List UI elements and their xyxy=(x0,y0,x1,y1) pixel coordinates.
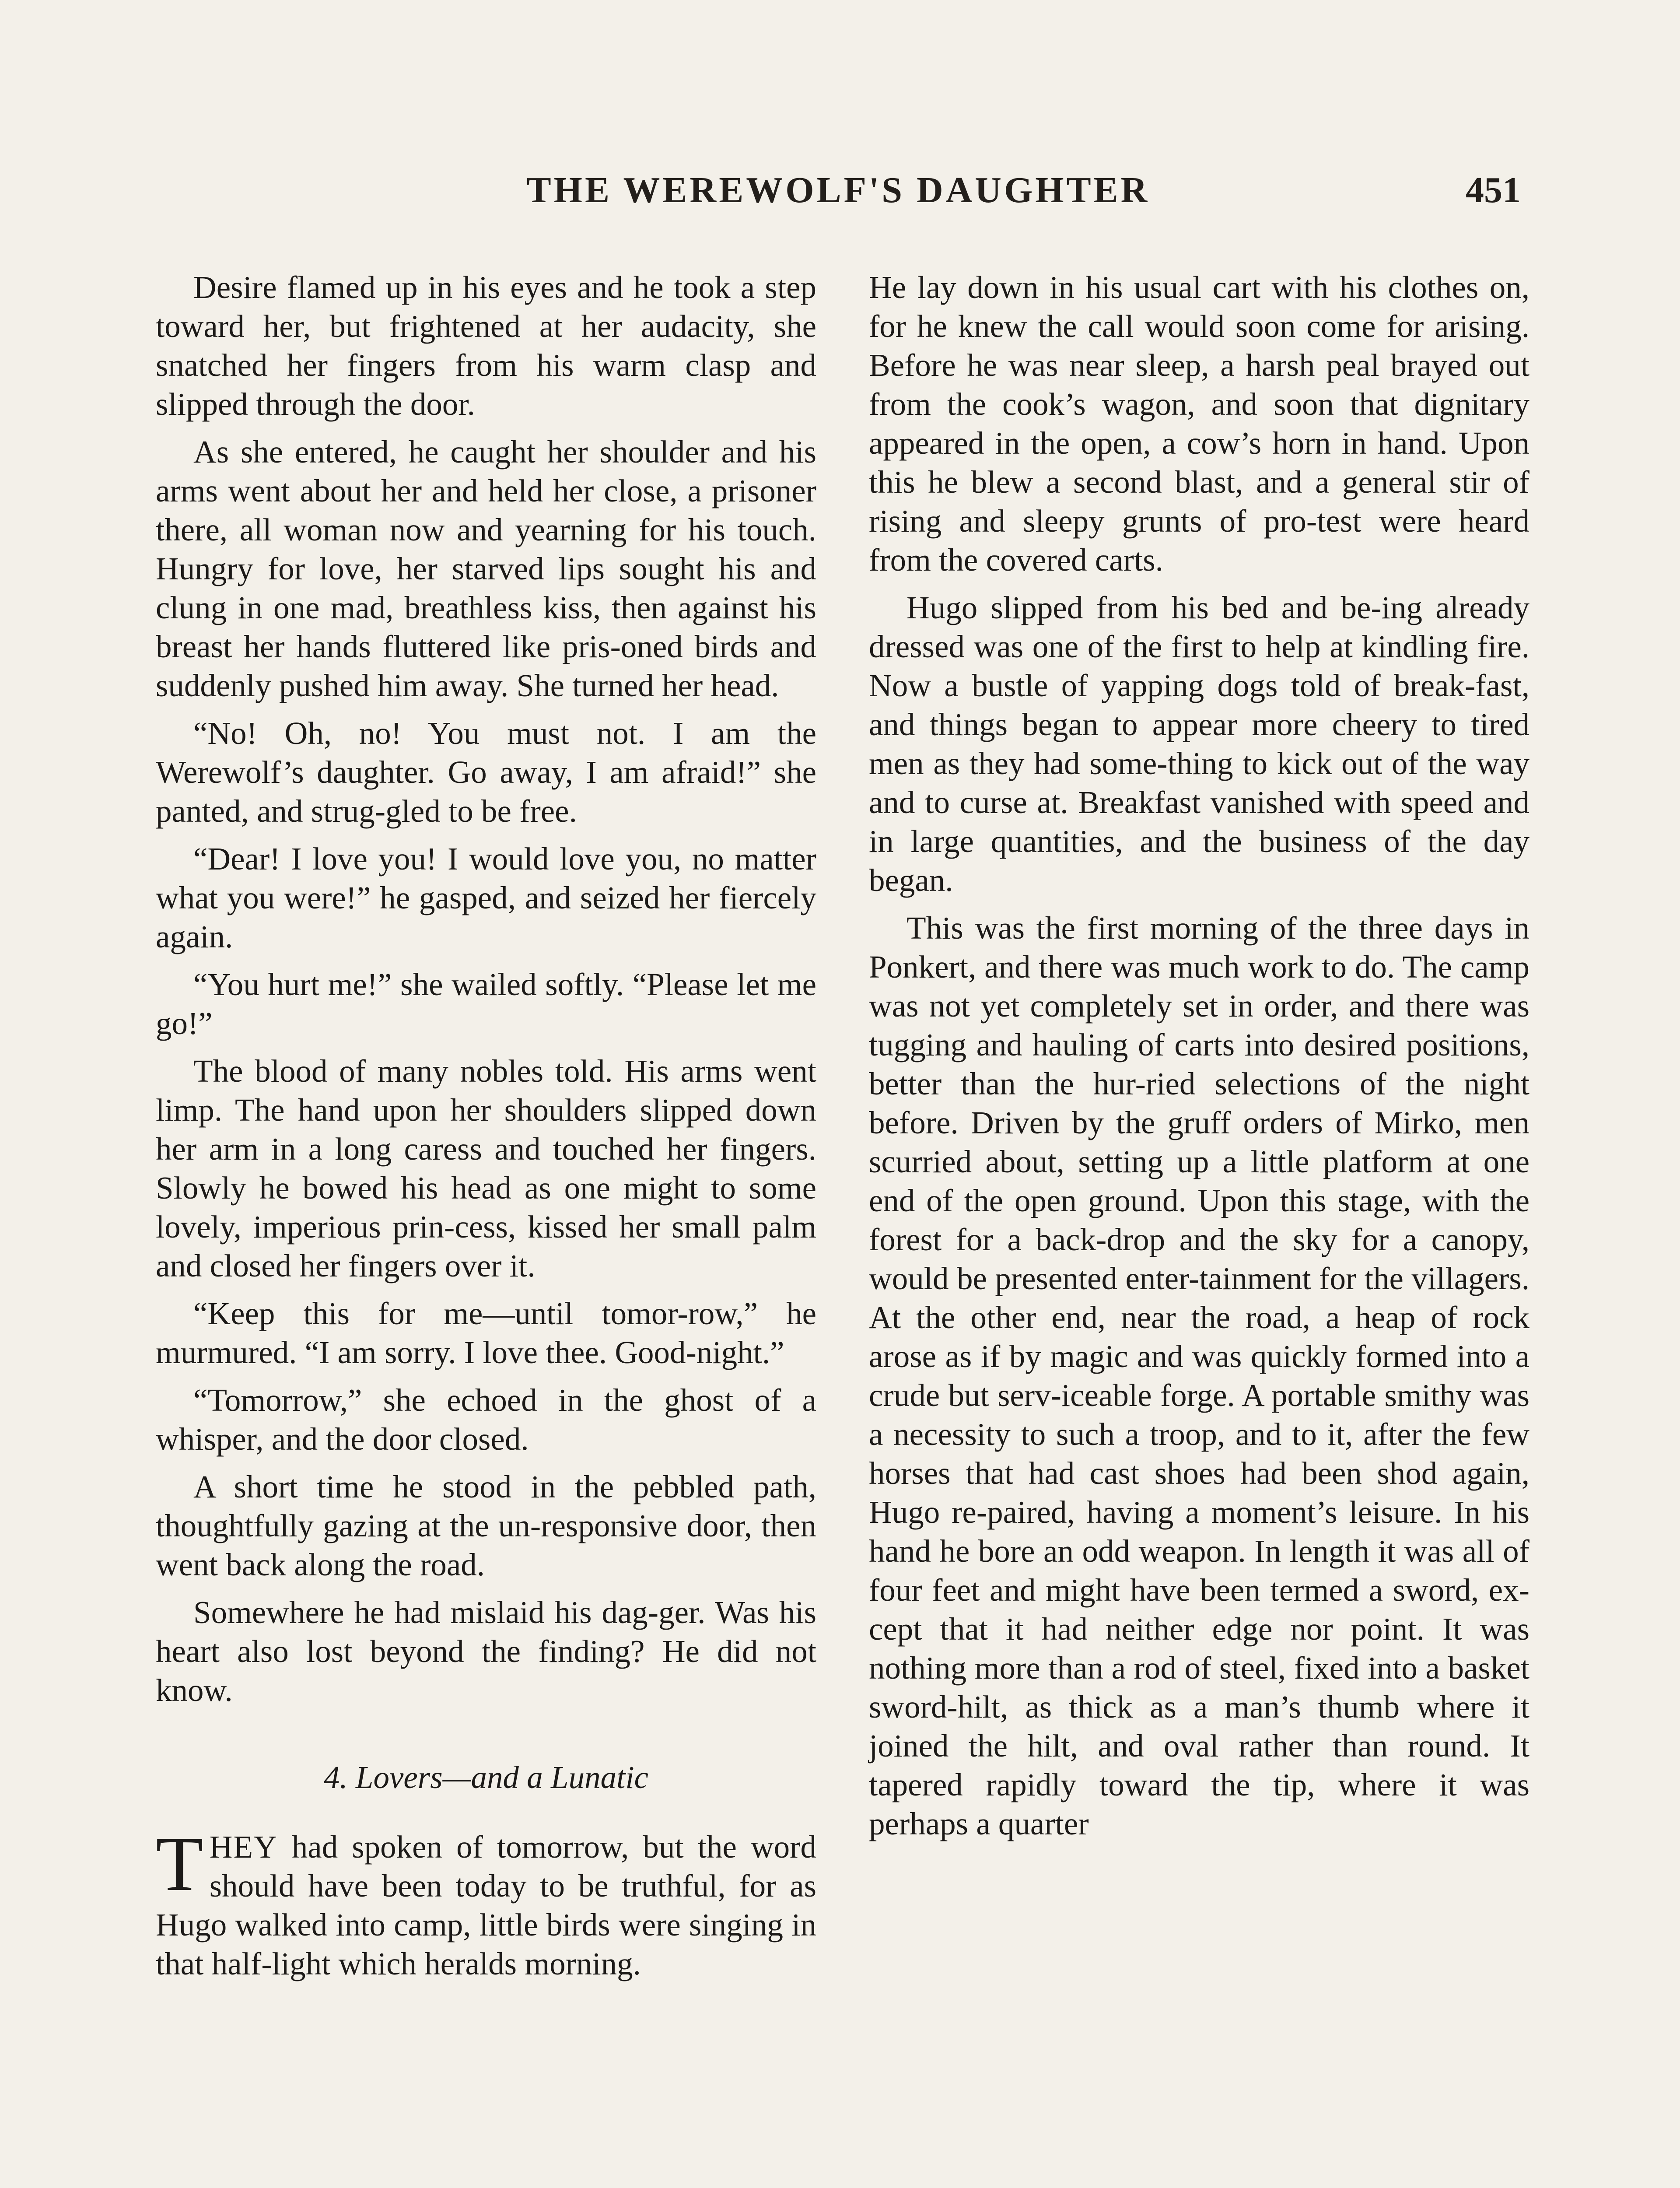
paragraph: This was the first morning of the three days in Ponkert, and there was much work to do. The camp was not yet completely set in order, and there was tugging and hauling of carts into desired positions, better than the hur-ried selections of the night before. Driven by the gruff orders of Mirko, men scurried about, setting up a little platform at one end of the open ground. Upon this stage, with the forest for a back-drop and the sky for a canopy, would be presented enter-tainment for the villagers. At the other end, near the road, a heap of rock arose as if by magic and was quickly formed into a crude but serv-iceable forge. A portable smithy was a necessity to such a troop, and to it, after the few horses that had cast shoes had been shod again, Hugo re-paired, having a moment’s leisure. In his hand he bore an odd weapon. In length it was all of four feet and might have been termed a sword, ex-cept that it had neither edge nor point. It was nothing more than a rod of steel, fixed into a basket sword-hilt, as thick as a man’s thumb where it joined the hilt, and oval rather than round. It tapered rapidly toward the tip, where it was perhaps a quarter xyxy=(869,910,1530,1841)
paragraph: “Keep this for me—until tomor-row,” he murmured. “I am sorry. I love thee. Good-night.” xyxy=(156,1296,816,1370)
paragraph: “Dear! I love you! I would love you, no matter what you were!” he gasped, and seized her fiercely again. xyxy=(156,841,816,954)
paragraph: Desire flamed up in his eyes and he took a step toward her, but frightened at her audacity, she snatched her fingers from his warm clasp and slipped through the door. xyxy=(156,270,816,422)
paragraph: Somewhere he had mislaid his dag-ger. Was his heart also lost beyond the finding? He did not know. xyxy=(156,1595,816,1708)
left-column xyxy=(156,268,816,1992)
section-heading: 4. Lovers—and a Lunatic xyxy=(323,1760,649,1795)
paragraph: Hugo slipped from his bed and be-ing already dressed was one of the first to help at kindling fire. Now a bustle of yapping dogs told of break-fast, and things began to appear more cheery to tired men as they had some-thing to kick out of the way and to curse at. Breakfast vanished with speed and in large quantities, and the business of the day began. xyxy=(869,590,1530,898)
dropcap-paragraph xyxy=(156,1820,816,1983)
running-head xyxy=(156,169,1521,221)
paragraph: A short time he stood in the pebbled path, thoughtfully gazing at the un-responsive door, then went back along the road. xyxy=(156,1469,816,1582)
paragraph: The blood of many nobles told. His arms went limp. The hand upon her shoulders slipped down her arm in a long caress and touched her fingers. Slowly he bowed his head as one might to some lovely, imperious prin-cess, kissed her small palm and closed her fingers over it. xyxy=(156,1053,816,1283)
paragraph: “No! Oh, no! You must not. I am the Werewolf’s daughter. Go away, I am afraid!” she panted, and strug-gled to be free. xyxy=(156,715,816,829)
running-title: THE WEREWOLF'S DAUGHTER xyxy=(526,170,1150,210)
right-column xyxy=(869,268,1530,1852)
smallcaps-lead: HEY xyxy=(209,1829,278,1865)
page-number: 451 xyxy=(1466,170,1521,210)
drop-cap: T xyxy=(156,1820,203,1907)
paragraph: As she entered, he caught her shoulder and his arms went about her and held her close, a prisoner there, all woman now and yearning for his touch. Hungry for love, her starved lips sought his and clung in one mad, breathless kiss, then against his breast her hands fluttered like pris-oned birds and suddenly pushed him away. She turned her head. xyxy=(156,434,816,703)
paragraph-text: had spoken of tomorrow, but the word should have been today to be truthful, for as Hugo walked into camp, little birds were singing in that half-light which heralds morning. xyxy=(156,1829,816,1981)
paragraph: “You hurt me!” she wailed softly. “Please let me go!” xyxy=(156,967,816,1041)
paragraph: He lay down in his usual cart with his clothes on, for he knew the call would soon come for arising. Before he was near sleep, a harsh peal brayed out from the cook’s wagon, and soon that dignitary appeared in the open, a cow’s horn in hand. Upon this he blew a second blast, and a general stir of rising and sleepy grunts of pro-test were heard from the covered carts. xyxy=(869,270,1530,578)
paragraph: “Tomorrow,” she echoed in the ghost of a whisper, and the door closed. xyxy=(156,1382,816,1457)
